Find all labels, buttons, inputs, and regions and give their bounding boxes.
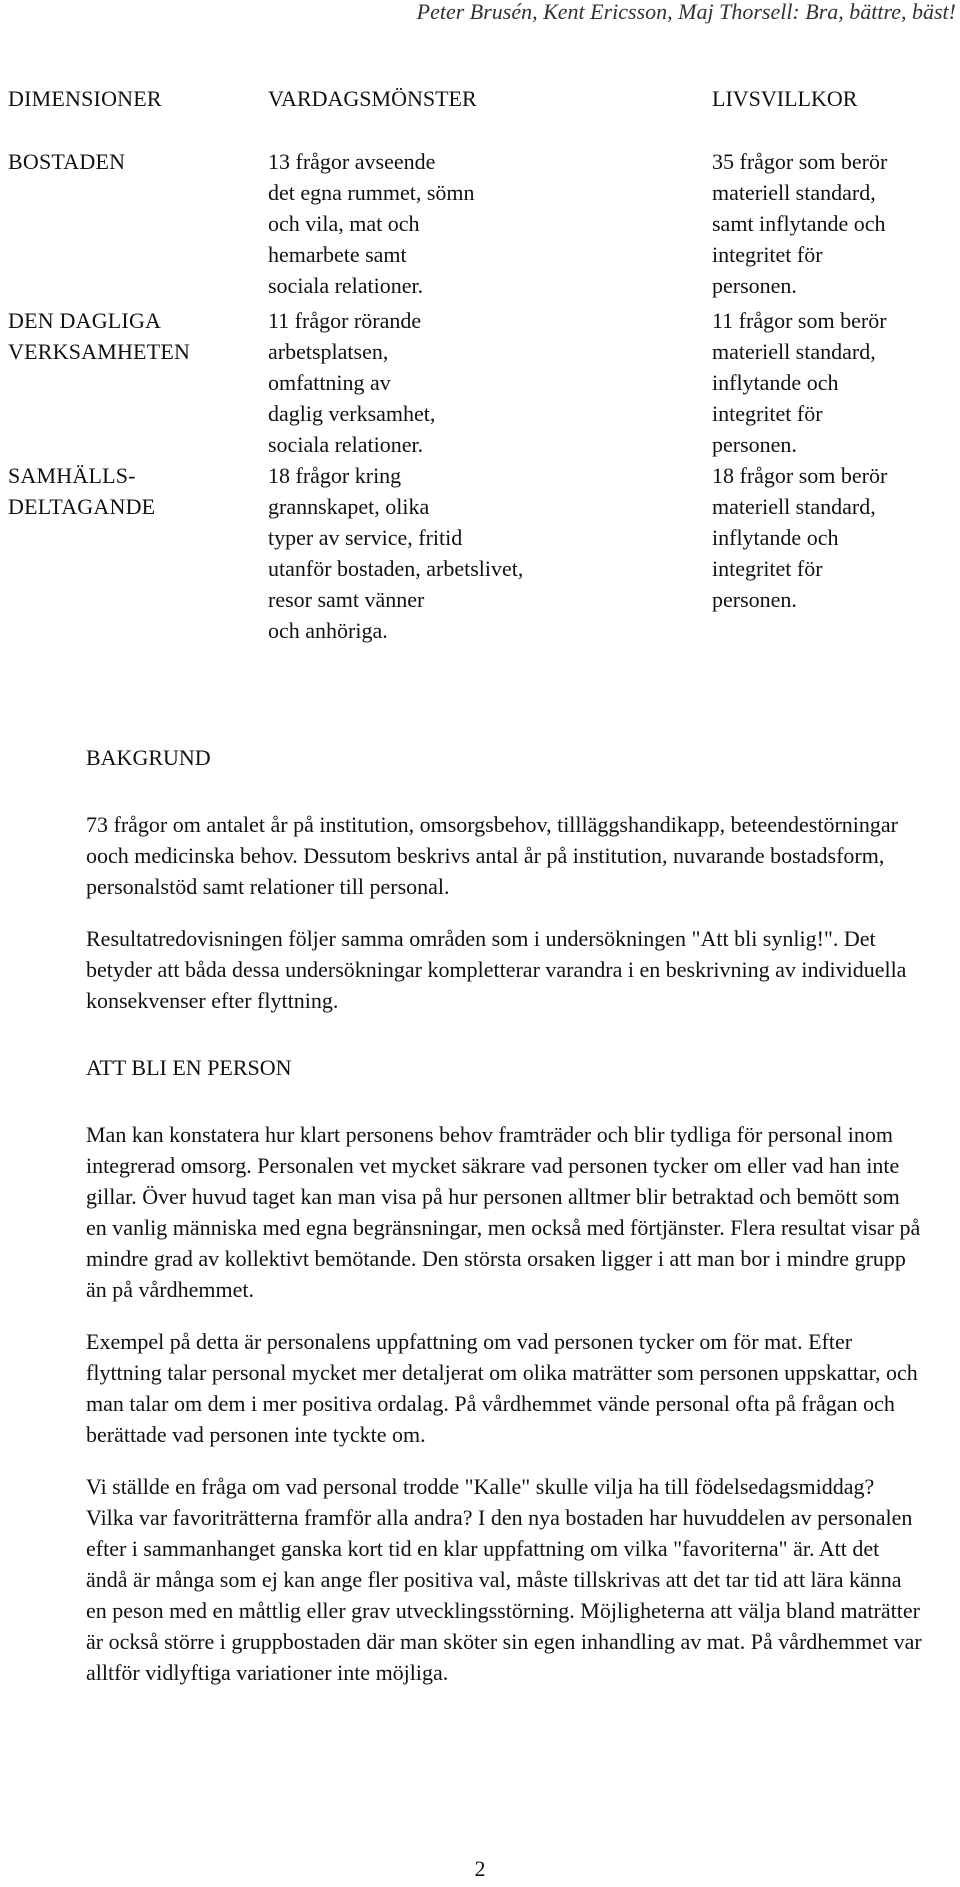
vardagsmonster-cell: 11 frågor rörande arbetsplatsen, omfattning av daglig verksamhet, sociala relationer. (268, 308, 436, 457)
dimensions-table (8, 83, 953, 680)
table-header-row (8, 83, 953, 146)
paragraph: Man kan konstatera hur klart personens behov framträder och blir tydliga för personal inom integrerad omsorg. Personalen vet mycket säkrare vad personen tycker om eller vad han inte gillar. Över huvud taget kan man visa på hur personen alltmer blir betraktad och bemött som en vanlig människa med egna begränsningar, men också med förtjänster. Flera resultat visar på mindre grad av kollektivt bemötande. Den största orsaken ligger i att man bor i mindre grupp än på vårdhemmet. (86, 1122, 921, 1302)
table-row (8, 460, 953, 680)
section-heading-bakgrund: BAKGRUND (86, 745, 211, 770)
header-dimensioner: DIMENSIONER (8, 86, 162, 111)
paragraph: Exempel på detta är personalens uppfattning om vad personen tycker om för mat. Efter flyttning talar personal mycket mer detaljerat om olika maträtter som personen uppskattar, och man talar om dem i mer positiva ordalag. På vårdhemmet vände personal ofta på frågan och berättade vad personen inte tyckte om. (86, 1329, 918, 1447)
paragraph: Vi ställde en fråga om vad personal trodde "Kalle" skulle vilja ha till födelsedagsmiddag? Vilka var favoriträtterna framför alla andra? I den nya bostaden har huvuddelen av personalen efter i sammanhanget ganska kort tid en klar uppfattning om vilka "favoriterna" är. Att det ändå är många som ej kan ange fler positiva val, måste tillskrivas att det tar tid att lära känna en peson med en måttlig eller grav utvecklingsstörning. Möjligheterna att välja bland maträtter är också större i gruppbostaden där man sköter sin egen inhandling av mat. På vårdhemmet var alltför vidlyftiga variationer inte möjliga. (86, 1474, 922, 1685)
section-heading-att-bli-en-person: ATT BLI EN PERSON (86, 1055, 292, 1080)
livsvillkor-cell: 18 frågor som berör materiell standard, inflytande och integritet för personen. (712, 463, 888, 612)
table-row (8, 146, 953, 305)
table-row (8, 305, 953, 460)
dimension-cell: DEN DAGLIGA VERKSAMHETEN (8, 308, 191, 364)
paragraph: Resultatredovisningen följer samma områden som i undersökningen "Att bli synlig!". Det betyder att båda dessa undersökningar kompletterar varandra i en beskrivning av individuella konsekvenser efter flyttning. (86, 926, 907, 1013)
page-number: 2 (474, 1856, 486, 1881)
paragraph: 73 frågor om antalet år på institution, omsorgsbehov, tillläggshandikapp, beteendestörningar ooch medicinska behov. Dessutom beskrivs antal år på institution, nuvarande bostadsform, personalstöd samt relationer till personal. (86, 812, 898, 899)
header-livsvillkor: LIVSVILLKOR (712, 86, 858, 111)
vardagsmonster-cell: 13 frågor avseende det egna rummet, sömn och vila, mat och hemarbete samt sociala relationer. (268, 149, 475, 298)
dimension-cell: BOSTADEN (8, 149, 126, 174)
dimension-cell: SAMHÄLLS- DELTAGANDE (8, 463, 156, 519)
livsvillkor-cell: 35 frågor som berör materiell standard, samt inflytande och integritet för personen. (712, 149, 888, 298)
body-text (86, 742, 926, 1688)
livsvillkor-cell: 11 frågor som berör materiell standard, inflytande och integritet för personen. (712, 308, 887, 457)
vardagsmonster-cell: 18 frågor kring grannskapet, olika typer av service, fritid utanför bostaden, arbetslivet, resor samt vänner och anhöriga. (268, 463, 524, 643)
running-head: Peter Brusén, Kent Ericsson, Maj Thorsell: Bra, bättre, bäst! (416, 0, 956, 24)
header-vardagsmonster: VARDAGSMÖNSTER (268, 86, 477, 111)
